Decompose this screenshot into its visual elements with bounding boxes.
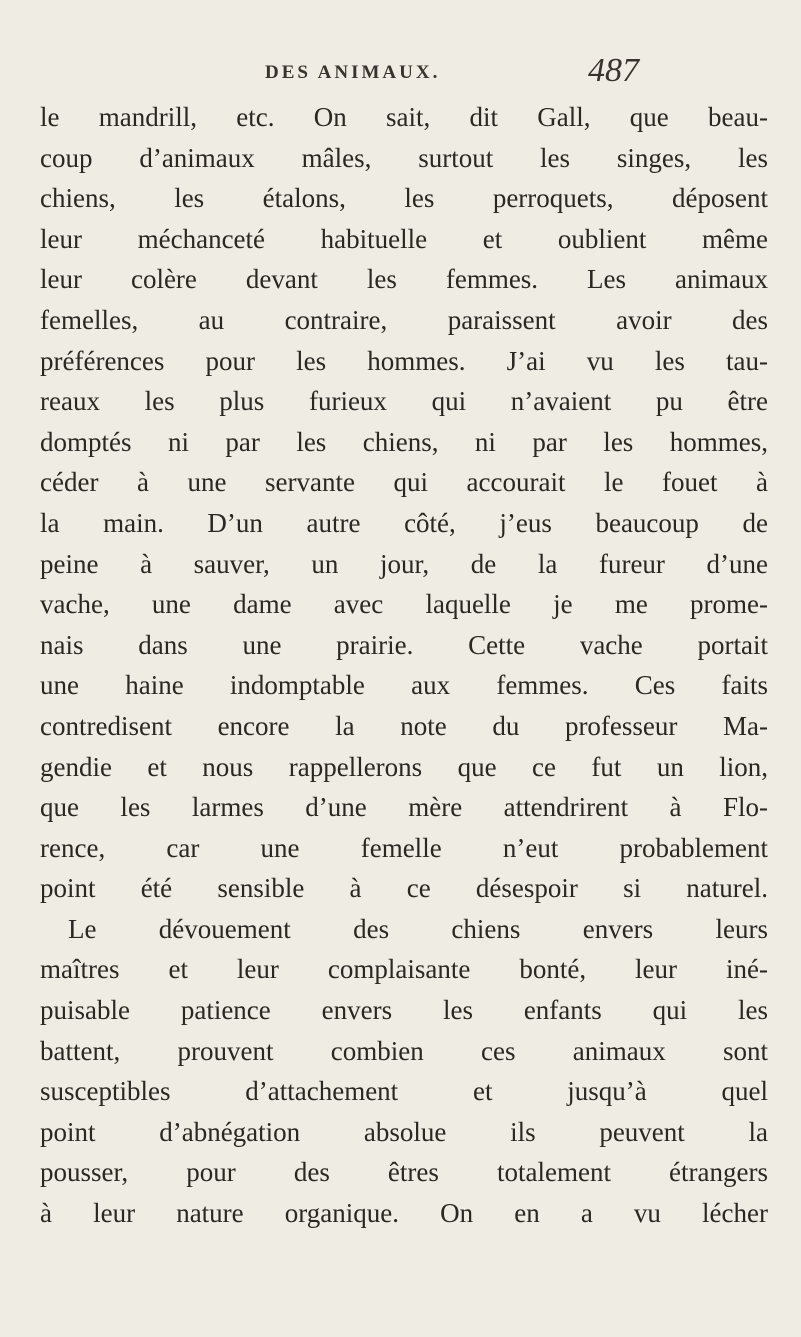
text-line: une haine indomptable aux femmes. Ces faits [40,670,768,701]
text-line: à leur nature organique. On en a vu lécher [40,1198,768,1229]
text-line: maîtres et leur complaisante bonté, leur iné- [40,954,768,985]
running-title: DES ANIMAUX. [265,62,441,83]
text-line: préférences pour les hommes. J’ai vu les tau- [40,345,768,376]
text-line: chiens, les étalons, les perroquets, déposent [40,183,768,214]
running-head [0,52,801,92]
text-line: puisable patience envers les enfants qui les [40,995,768,1026]
text-line: point été sensible à ce désespoir si naturel. [40,873,768,904]
text-line: femelles, au contraire, paraissent avoir des [40,304,768,335]
text-line: pousser, pour des êtres totalement étrangers [40,1157,768,1188]
text-line: gendie et nous rappellerons que ce fut un lion, [40,751,768,782]
text-line: leur colère devant les femmes. Les animaux [40,264,768,295]
text-line: reaux les plus furieux qui n’avaient pu être [40,386,768,417]
text-line: contredisent encore la note du professeur Ma- [40,710,768,741]
text-line: leur méchanceté habituelle et oublient même [40,223,768,254]
text-line: point d’abnégation absolue ils peuvent la [40,1116,768,1147]
text-line: rence, car une femelle n’eut probablement [40,832,768,863]
text-line: nais dans une prairie. Cette vache portait [40,629,768,660]
text-line: peine à sauver, un jour, de la fureur d’une [40,548,768,579]
body-text [40,97,768,1234]
text-line: domptés ni par les chiens, ni par les hommes, [40,426,768,457]
page-number: 487 [588,52,639,89]
text-line: céder à une servante qui accourait le fouet à [40,467,768,498]
text-line: vache, une dame avec laquelle je me prome- [40,589,768,620]
text-line: battent, prouvent combien ces animaux sont [40,1035,768,1066]
text-line: Le dévouement des chiens envers leurs [68,913,768,944]
text-line: que les larmes d’une mère attendrirent à Flo- [40,792,768,823]
text-line: le mandrill, etc. On sait, dit Gall, que beau- [40,102,768,132]
text-line: coup d’animaux mâles, surtout les singes, les [40,142,768,173]
text-line: la main. D’un autre côté, j’eus beaucoup de [40,507,768,538]
text-line: susceptibles d’attachement et jusqu’à quel [40,1076,768,1107]
